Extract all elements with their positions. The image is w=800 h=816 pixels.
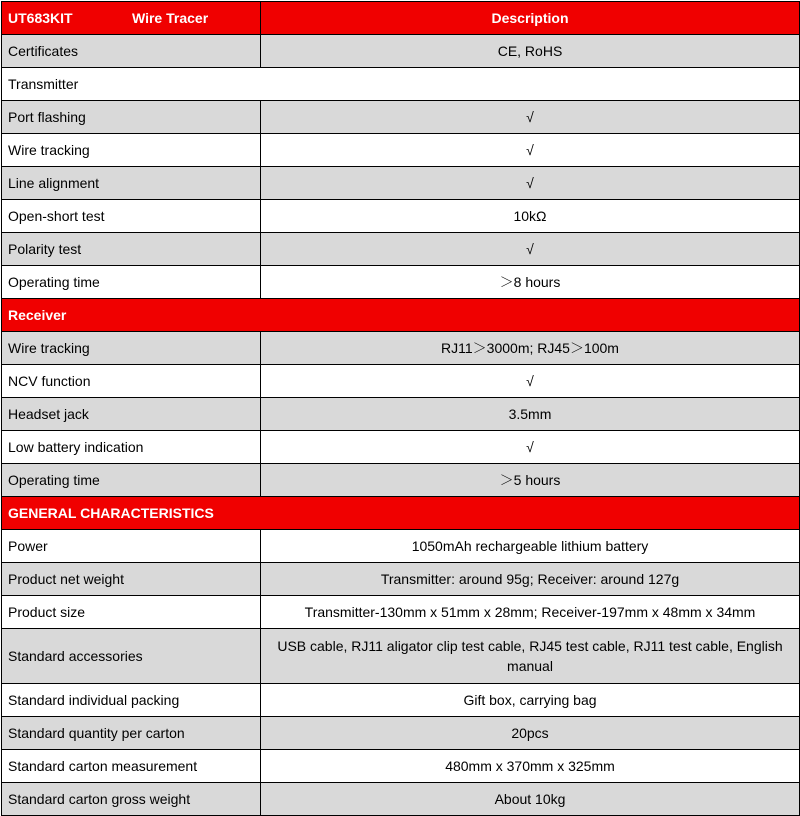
product-name: Wire Tracer: [132, 10, 209, 26]
row-value: √: [261, 134, 800, 167]
row-label: Open-short test: [2, 200, 261, 233]
table-row: [2, 530, 800, 563]
row-value: 10kΩ: [261, 200, 800, 233]
row-label: Standard accessories: [2, 629, 261, 684]
row-value: RJ11＞3000m; RJ45＞100m: [261, 332, 800, 365]
table-header-row: [2, 2, 800, 35]
section-header-receiver: [2, 299, 800, 332]
table-row: [2, 717, 800, 750]
section-title: Receiver: [2, 299, 800, 332]
row-label: Line alignment: [2, 167, 261, 200]
model-name: UT683KIT: [8, 10, 73, 26]
row-value: √: [261, 233, 800, 266]
table-row: [2, 101, 800, 134]
row-value: About 10kg: [261, 783, 800, 816]
row-label: Port flashing: [2, 101, 261, 134]
table-row: [2, 398, 800, 431]
row-label: Standard carton measurement: [2, 750, 261, 783]
row-label: Low battery indication: [2, 431, 261, 464]
table-row: [2, 266, 800, 299]
row-label: Standard carton gross weight: [2, 783, 261, 816]
row-label: Power: [2, 530, 261, 563]
table-row: [2, 629, 800, 684]
table-row: [2, 596, 800, 629]
table-row: [2, 200, 800, 233]
description-header: Description: [261, 2, 800, 35]
section-header-general: [2, 497, 800, 530]
table-row: [2, 35, 800, 68]
row-label: Operating time: [2, 266, 261, 299]
row-label: Product size: [2, 596, 261, 629]
row-value: √: [261, 101, 800, 134]
row-value: 3.5mm: [261, 398, 800, 431]
row-value: Gift box, carrying bag: [261, 684, 800, 717]
section-title: Transmitter: [2, 68, 800, 101]
row-value: ＞8 hours: [261, 266, 800, 299]
table-row: [2, 464, 800, 497]
row-value: 20pcs: [261, 717, 800, 750]
table-row: [2, 167, 800, 200]
row-value: ＞5 hours: [261, 464, 800, 497]
table-row: [2, 134, 800, 167]
table-row: [2, 684, 800, 717]
table-row: [2, 431, 800, 464]
row-label: Headset jack: [2, 398, 261, 431]
spec-table: [1, 1, 800, 816]
table-row: [2, 332, 800, 365]
row-value: 1050mAh rechargeable lithium battery: [261, 530, 800, 563]
row-label: NCV function: [2, 365, 261, 398]
row-label: Standard individual packing: [2, 684, 261, 717]
row-label: Wire tracking: [2, 134, 261, 167]
row-value: 480mm x 370mm x 325mm: [261, 750, 800, 783]
row-label: Polarity test: [2, 233, 261, 266]
header-title-cell: [2, 2, 261, 35]
row-value: √: [261, 167, 800, 200]
row-value: Transmitter-130mm x 51mm x 28mm; Receiver-197mm x 48mm x 34mm: [261, 596, 800, 629]
table-row: [2, 783, 800, 816]
row-label: Product net weight: [2, 563, 261, 596]
row-label: Wire tracking: [2, 332, 261, 365]
row-value: √: [261, 365, 800, 398]
row-value: CE, RoHS: [261, 35, 800, 68]
section-title: GENERAL CHARACTERISTICS: [2, 497, 800, 530]
table-row: [2, 750, 800, 783]
row-label: Certificates: [2, 35, 261, 68]
table-row: [2, 233, 800, 266]
section-header-transmitter: [2, 68, 800, 101]
row-label: Operating time: [2, 464, 261, 497]
row-value: USB cable, RJ11 aligator clip test cable, RJ45 test cable, RJ11 test cable, English manual: [261, 629, 800, 684]
row-value: √: [261, 431, 800, 464]
table-row: [2, 563, 800, 596]
row-value: Transmitter: around 95g; Receiver: around 127g: [261, 563, 800, 596]
row-label: Standard quantity per carton: [2, 717, 261, 750]
table-row: [2, 365, 800, 398]
